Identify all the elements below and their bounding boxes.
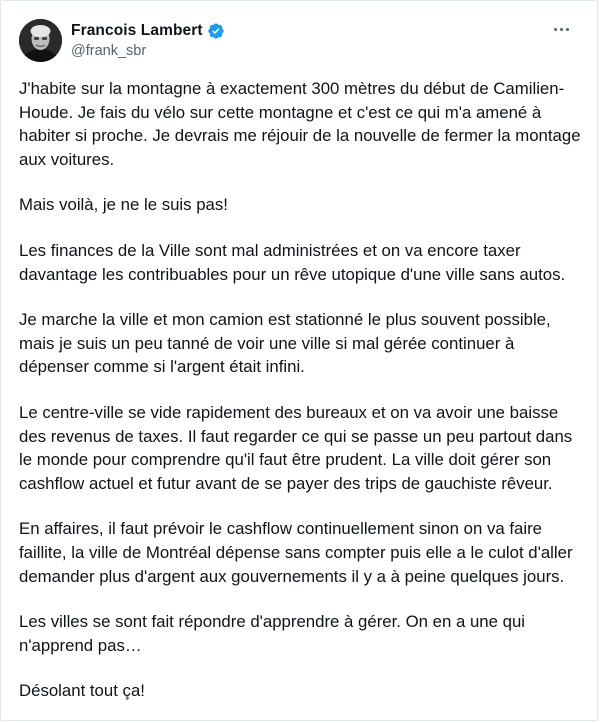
tweet-paragraph: Désolant tout ça! (19, 681, 145, 701)
tweet-paragraph: Les finances de la Ville sont mal administrées et on va encore taxer davantage les contribuables pour un rêve utopique d'une ville sans autos. (19, 240, 566, 284)
tweet-paragraph: Le centre-ville se vide rapidement des bureaux et on va avoir une baisse des revenus de taxes. Il faut regarder ce qui se passe un peu partout dans le monde pour comprendre qu'il faut être prudent. La ville doit gérer son cashflow actuel et futur avant de se payer des trips de gauchiste rêveur. (19, 402, 573, 493)
dot (560, 28, 563, 31)
user-info (71, 21, 225, 59)
tweet-text (19, 77, 585, 721)
user-handle[interactable]: @frank_sbr (71, 43, 147, 59)
avatar[interactable] (19, 19, 62, 62)
tweet-header (19, 19, 579, 63)
tweet-paragraph: Je marche la ville et mon camion est stationné le plus souvent possible, mais je suis un peu tanné de voir une ville si mal gérée continuer à dépenser comme si l'argent était infini. (19, 310, 551, 377)
tweet-paragraph: Mais voilà, je ne le suis pas! (19, 195, 228, 215)
tweet-paragraph: En affaires, il faut prévoir le cashflow continuellement sinon on va faire faillite, la ville de Montréal dépense sans compter puis elle a le culot d'aller demander plus d'argent aux gouvernements il y a à peine quelques jours. (19, 519, 573, 586)
verified-badge-icon (207, 22, 225, 40)
display-name[interactable]: Francois Lambert (71, 22, 203, 39)
name-row (71, 21, 225, 41)
dot (554, 28, 557, 31)
more-options-icon[interactable] (547, 19, 575, 39)
dot (566, 28, 569, 31)
tweet-paragraph: Les villes se sont fait répondre d'apprendre à gérer. On en a une qui n'apprend pas… (19, 612, 526, 655)
tweet-paragraph: J'habite sur la montagne à exactement 300 mètres du début de Camilien-Houde. Je fais du vélo sur cette montagne et c'est ce qui m'a amené à habiter si proche. Je devrais me réjouir de la nouvelle de fermer la montage aux voitures. (19, 79, 581, 169)
